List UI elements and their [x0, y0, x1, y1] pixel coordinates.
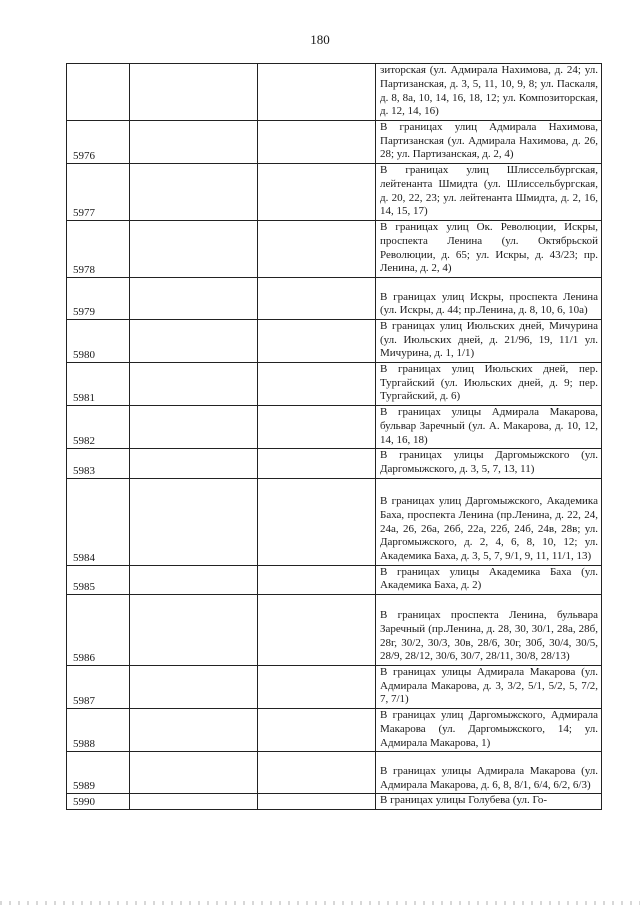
boundary-description: В границах улицы Академика Баха (ул. Академика Баха, д. 2) [376, 565, 602, 594]
row-number: 5987 [67, 666, 130, 709]
empty-cell [258, 220, 376, 277]
row-number: 5990 [67, 794, 130, 810]
boundary-description: В границах улиц Искры, проспекта Ленина (ул. Искры, д. 44; пр.Ленина, д. 8, 10, 6, 10а) [376, 277, 602, 319]
boundary-description: зиторская (ул. Адмирала Нахимова, д. 24; ул. Партизанская, д. 3, 5, 11, 10, 9, 8; ул. Паскаля, д. 8, 8а, 10, 14, 16, 18, 12; ул. Композиторская, д. 12, 14, 16) [376, 64, 602, 121]
table-row [67, 666, 602, 709]
boundary-description: В границах проспекта Ленина, бульвара Заречный (пр.Ленина, д. 28, 30, 30/1, 28а, 28б, 28г, 30/2, 30/3, 30в, 28/6, 30г, 30б, 30/4, 30/5, 28/9, 28/12, 30/6, 30/7, 28/11, 30/8, 28/13) [376, 595, 602, 666]
empty-cell [258, 164, 376, 221]
empty-cell [130, 794, 258, 810]
empty-cell [130, 752, 258, 794]
row-number: 5976 [67, 121, 130, 164]
empty-cell [130, 709, 258, 752]
table-row [67, 64, 602, 121]
empty-cell [258, 709, 376, 752]
empty-cell [130, 565, 258, 594]
boundary-description: В границах улиц Адмирала Нахимова, Партизанская (ул. Адмирала Нахимова, д. 26, 28; ул. Партизанская, д. 2, 4) [376, 121, 602, 164]
empty-cell [130, 449, 258, 478]
empty-cell [258, 478, 376, 565]
empty-cell [258, 794, 376, 810]
table-row [67, 794, 602, 810]
empty-cell [258, 363, 376, 406]
row-number [67, 64, 130, 121]
boundary-description: В границах улиц Июльских дней, пер. Тургайский (ул. Июльских дней, д. 9; пер. Тургайский, д. 6) [376, 363, 602, 406]
empty-cell [258, 666, 376, 709]
empty-cell [258, 277, 376, 319]
empty-cell [258, 121, 376, 164]
row-number: 5988 [67, 709, 130, 752]
row-number: 5984 [67, 478, 130, 565]
boundary-description: В границах улиц Даргомыжского, Академика Баха, проспекта Ленина (пр.Ленина, д. 22, 24, 24а, 26, 26а, 26б, 22а, 22б, 24б, 24в, 28в; ул. Даргомыжского, д. 2, 4, 6, 8, 10, 12; ул. Академика Баха, д. 3, 5, 7, 9/1, 9, 11, 11/1, 13) [376, 478, 602, 565]
boundary-description: В границах улицы Даргомыжского (ул. Даргомыжского, д. 3, 5, 7, 13, 11) [376, 449, 602, 478]
empty-cell [130, 478, 258, 565]
table-row [67, 595, 602, 666]
row-number: 5981 [67, 363, 130, 406]
empty-cell [130, 363, 258, 406]
table-row [67, 220, 602, 277]
empty-cell [130, 277, 258, 319]
row-number: 5985 [67, 565, 130, 594]
page-number: 180 [310, 32, 330, 47]
table-row [67, 449, 602, 478]
row-number: 5979 [67, 277, 130, 319]
table-row [67, 363, 602, 406]
empty-cell [258, 449, 376, 478]
empty-cell [258, 595, 376, 666]
empty-cell [258, 752, 376, 794]
boundary-description: В границах улицы Адмирала Макарова, бульвар Заречный (ул. А. Макарова, д. 10, 12, 14, 16, 18) [376, 406, 602, 449]
boundary-description: В границах улиц Шлиссельбургская, лейтенанта Шмидта (ул. Шлиссельбургская, д. 20, 22, 23; ул. лейтенанта Шмидта, д. 2, 16, 14, 15, 17) [376, 164, 602, 221]
table-row [67, 752, 602, 794]
empty-cell [258, 319, 376, 362]
empty-cell [258, 64, 376, 121]
row-number: 5978 [67, 220, 130, 277]
row-number: 5982 [67, 406, 130, 449]
boundary-description: В границах улицы Голубева (ул. Го- [376, 794, 602, 810]
row-number: 5989 [67, 752, 130, 794]
empty-cell [258, 565, 376, 594]
table-row [67, 709, 602, 752]
empty-cell [130, 666, 258, 709]
table-row [67, 565, 602, 594]
empty-cell [130, 319, 258, 362]
table-row [67, 478, 602, 565]
boundary-description: В границах улицы Адмирала Макарова (ул. Адмирала Макарова, д. 6, 8, 8/1, 6/4, 6/2, 6/3) [376, 752, 602, 794]
empty-cell [130, 406, 258, 449]
boundary-description: В границах улиц Ок. Революции, Искры, проспекта Ленина (ул. Октябрьской Революции, д. 65; ул. Искры, д. 43/23; пр. Ленина, д. 2, 4) [376, 220, 602, 277]
polling-station-table [66, 63, 602, 810]
empty-cell [130, 164, 258, 221]
row-number: 5983 [67, 449, 130, 478]
table-row [67, 319, 602, 362]
boundary-description: В границах улиц Даргомыжского, Адмирала Макарова (ул. Даргомыжского, 14; ул. Адмирала Макарова, 1) [376, 709, 602, 752]
table-row [67, 121, 602, 164]
boundary-description: В границах улицы Адмирала Макарова (ул. Адмирала Макарова, д. 3, 3/2, 5/1, 5/2, 5, 7/2, 7, 7/1) [376, 666, 602, 709]
row-number: 5977 [67, 164, 130, 221]
empty-cell [130, 220, 258, 277]
row-number: 5986 [67, 595, 130, 666]
row-number: 5980 [67, 319, 130, 362]
empty-cell [258, 406, 376, 449]
boundary-description: В границах улиц Июльских дней, Мичурина (ул. Июльских дней, д. 21/96, 19, 11/1 ул. Мичурина, д. 1, 1/1) [376, 319, 602, 362]
table-row [67, 164, 602, 221]
empty-cell [130, 121, 258, 164]
empty-cell [130, 64, 258, 121]
table-row [67, 406, 602, 449]
table-row [67, 277, 602, 319]
scan-edge-artifact [0, 901, 640, 905]
empty-cell [130, 595, 258, 666]
